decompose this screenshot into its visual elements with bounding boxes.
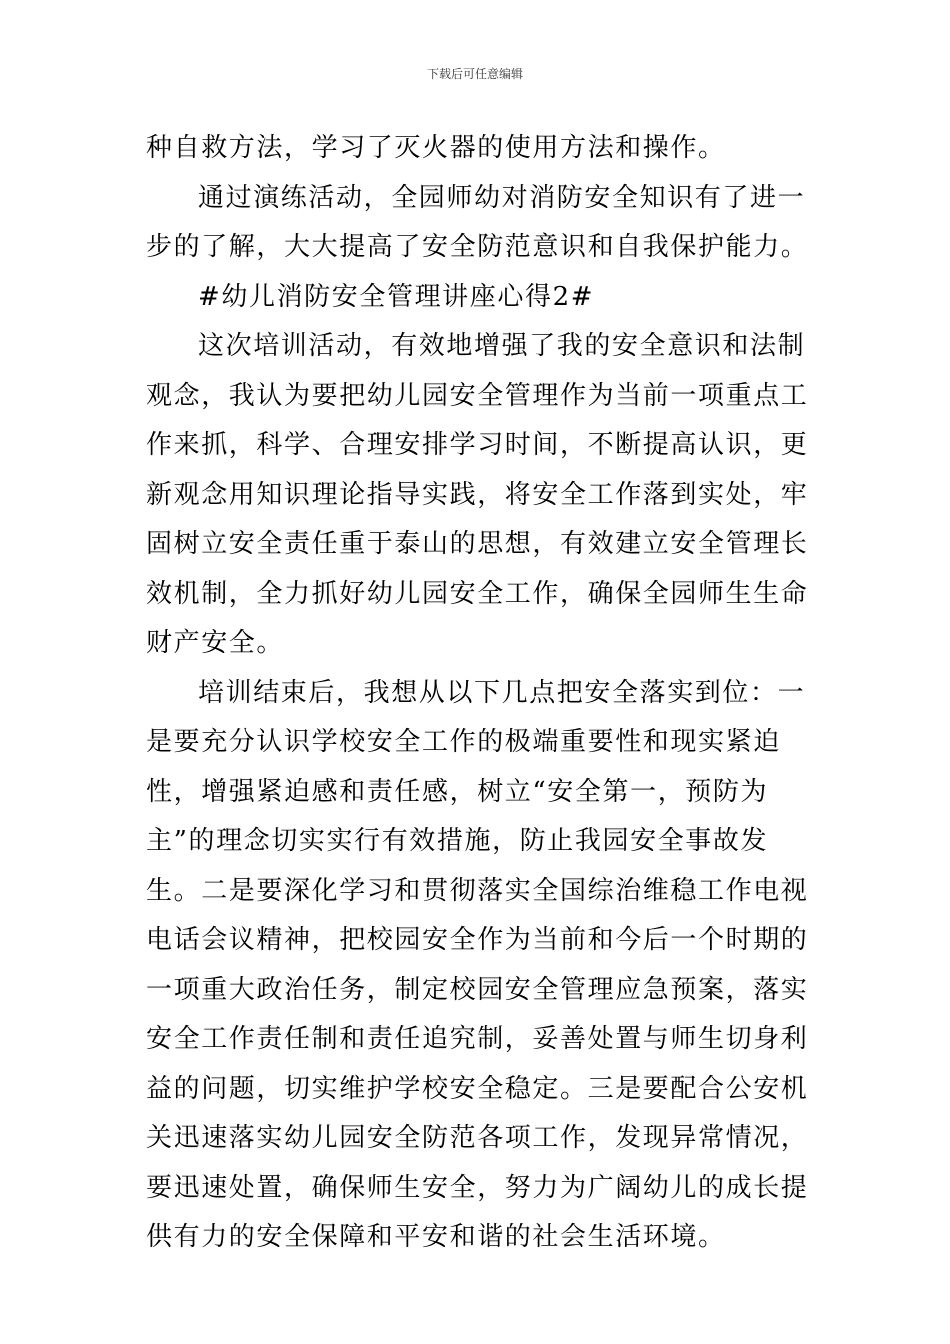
paragraph-training-reflection: 这次培训活动，有效地增强了我的安全意识和法制观念，我认为要把幼儿园安全管理作为当前一项重点工作来抓，科学、合理安排学习时间，不断提高认识，更新观念用知识理论指导实践，将安全工作落到实处，牢固树立安全责任重于泰山的思想，有效建立安全管理长效机制，全力抓好幼儿园安全工作，确保全园师生生命财产安全。: [146, 331, 809, 658]
paragraph-action-points: 培训结束后，我想从以下几点把安全落实到位：一是要充分认识学校安全工作的极端重要性和现实紧迫性，增强紧迫感和责任感，树立“安全第一，预防为主”的理念切实实行有效措施，防止我园安全事故发生。二是要深化学习和贯彻落实全国综治维稳工作电视电话会议精神，把校园安全作为当前和今后一个时期的一项重大政治任务，制定校园安全管理应急预案，落实安全工作责任制和责任追究制，妥善处置与师生切身利益的问题，切实维护学校安全稳定。三是要配合公安机关迅速落实幼儿园安全防范各项工作，发现异常情况，要迅速处置，确保师生安全，努力为广阔幼儿的成长提供有力的安全保障和平安和谐的社会生活环境。: [146, 677, 809, 1252]
paragraph-continuation: 种自救方法，学习了灭火器的使用方法和操作。: [146, 133, 726, 163]
document-body: [146, 124, 810, 1263]
paragraph-drill-summary: 通过演练活动，全园师幼对消防安全知识有了进一步的了解，大大提高了安全防范意识和自我保护能力。: [146, 182, 809, 262]
page-header: 下载后可任意编辑: [426, 67, 523, 81]
section-heading: #幼儿消防安全管理讲座心得2#: [198, 281, 595, 312]
